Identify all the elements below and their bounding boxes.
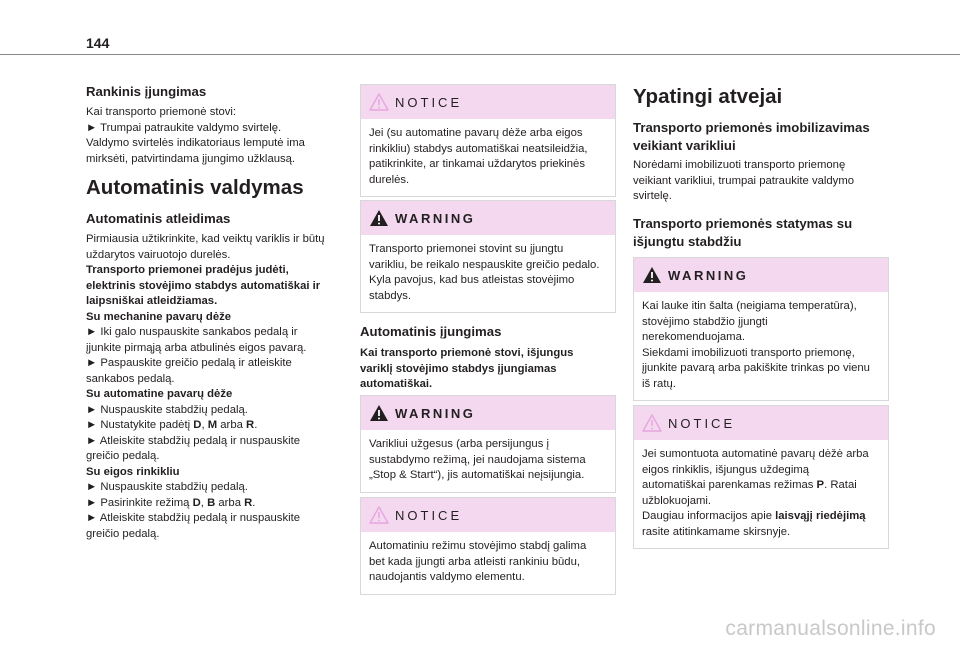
text-line: ► Nustatykite padėtį D, M arba R. [86,419,258,431]
warning-header [361,396,615,430]
heading-automatic-operation: Automatinis valdymas [86,176,304,199]
notice-body: Automatiniu režimu stovėjimo stabdį galima bet kada įjungti arba atleisti rankiniu būdu, naudojantis valdymo elementu. [369,540,587,583]
watermark: carmanualsonline.info [725,617,936,640]
notice-title: NOTICE [395,94,463,110]
warning-header [361,201,615,235]
notice-triangle-icon [369,506,389,524]
notice-triangle-icon [642,414,662,432]
text-line-bold: Transporto priemonei pradėjus judėti, [86,264,289,276]
heading-automatic-release: Automatinis atleidimas [86,211,231,226]
text-line: ► Nuspauskite stabdžių pedalą. [86,481,248,493]
notice-triangle-icon [369,93,389,111]
text-line: sankabos pedalą. [86,372,175,385]
text-line-bold: elektrinis stovėjimo stabdys automatiškai ir [86,279,321,292]
notice-header [361,85,615,119]
immobilising-text: Norėdami imobilizuoti transporto priemonę veikiant varikliui, trumpai patraukite valdymo svirtelę. [633,159,855,202]
warning-body: Transporto priemonei stovint su įjungtu varikliu, be reikalo nespauskite greičio pedalo. Kyla pavojus, kad bus atleistas stovėjimo stabdys. [369,243,600,302]
warning-box-accelerator [360,200,616,313]
warning-triangle-icon [369,404,389,422]
heading-special-cases: Ypatingi atvejai [633,85,783,108]
text-line-bold: laipsniškai atleidžiamas. [86,295,218,307]
notice-header [361,498,615,532]
warning-triangle-icon [369,209,389,227]
warning-title: WARNING [395,210,476,226]
text-line: mirksėti, patvirtindama įjungimo užklausą. [86,152,296,165]
text-line: ► Atleiskite stabdžių pedalą ir nuspauskite [86,512,301,524]
manual-apply-text [86,105,346,167]
text-line: greičio pedalą. [86,527,160,540]
text-line: ► Paspauskite greičio pedalą ir atleiskite [86,357,292,369]
text-line: ► Nuspauskite stabdžių pedalą. [86,403,248,416]
text-line: įjunkite pirmąją arba atbulinės eigos pavarą. [86,341,307,354]
heading-parking-released: Transporto priemonės statymas su išjungtu stabdžiu [633,216,853,249]
automatic-release-text [86,232,348,542]
warning-title: WARNING [668,267,749,283]
notice-body: Jei (su automatine pavarų dėže arba eigos rinkikliu) stabdys automatiškai neatsileidžia, patikrinkite, ar tinkamai uždarytos priekinės durelės. [369,127,588,186]
warning-box-stop-start [360,395,616,493]
text-line: greičio pedalą. [86,450,160,462]
text-line: ► Trumpai patraukite valdymo svirtelę. [86,121,282,134]
top-rule [0,54,960,55]
notice-body: Jei sumontuota automatinė pavarų dėžė arba eigos rinkiklis, išjungus uždegimą automatiškai parenkamas režimas P. Ratai užblokuojami. Daugiau informacijos apie laisvąjį riedėjimą rasite atitinkamame skirsnyje. [642,448,869,538]
text-line: Kai transporto priemonė stovi: [86,106,237,118]
text-line: ► Pasirinkite režimą D, B arba R. [86,496,256,509]
notice-box-manual-override [360,497,616,595]
warning-body: Kai lauke itin šalta (neigiama temperatūra), stovėjimo stabdžio įjungti nerekomenduojama. Siekdami imobilizuoti transporto priemonę, įjunkite pavarą arba pakiškite trinkas po vienu iš ratų. [642,300,870,390]
heading-immobilising: Transporto priemonės imobilizavimas veikiant varikliui [633,120,870,153]
subheading-gear-selector: Su eigos rinkikliu [86,465,180,478]
subheading-automatic-gearbox: Su automatine pavarų dėže [86,388,233,400]
notice-title: NOTICE [395,507,463,523]
page-number: 144 [86,35,110,51]
text-line: uždarytos vairuotojo durelės. [86,248,231,261]
text-line: Pirmiausia užtikrinkite, kad veiktų variklis ir būtų [86,233,325,245]
notice-title: NOTICE [668,415,736,431]
text-line: ► Iki galo nuspauskite sankabos pedalą ir [86,326,298,338]
warning-header [634,258,888,292]
automatic-apply-text: Kai transporto priemonė stovi, išjungus variklį stovėjimo stabdys įjungiamas automatiškai. [360,347,574,390]
warning-box-cold-weather [633,257,889,401]
warning-title: WARNING [395,405,476,421]
heading-automatic-apply: Automatinis įjungimas [360,324,502,339]
warning-triangle-icon [642,266,662,284]
notice-header [634,406,888,440]
heading-manual-apply: Rankinis įjungimas [86,84,207,99]
notice-box-ignition-off [633,405,889,549]
text-line: ► Atleiskite stabdžių pedalą ir nuspauskite [86,434,301,447]
text-line: Valdymo svirtelės indikatoriaus lemputė ima [86,137,305,149]
warning-body: Varikliui užgesus (arba persijungus į sustabdymo režimą, jei naudojama sistema „Stop & Start“), jis automatiškai neįsijungia. [369,438,586,481]
notice-box-front-doors [360,84,616,197]
subheading-manual-gearbox: Su mechanine pavarų dėže [86,310,232,323]
